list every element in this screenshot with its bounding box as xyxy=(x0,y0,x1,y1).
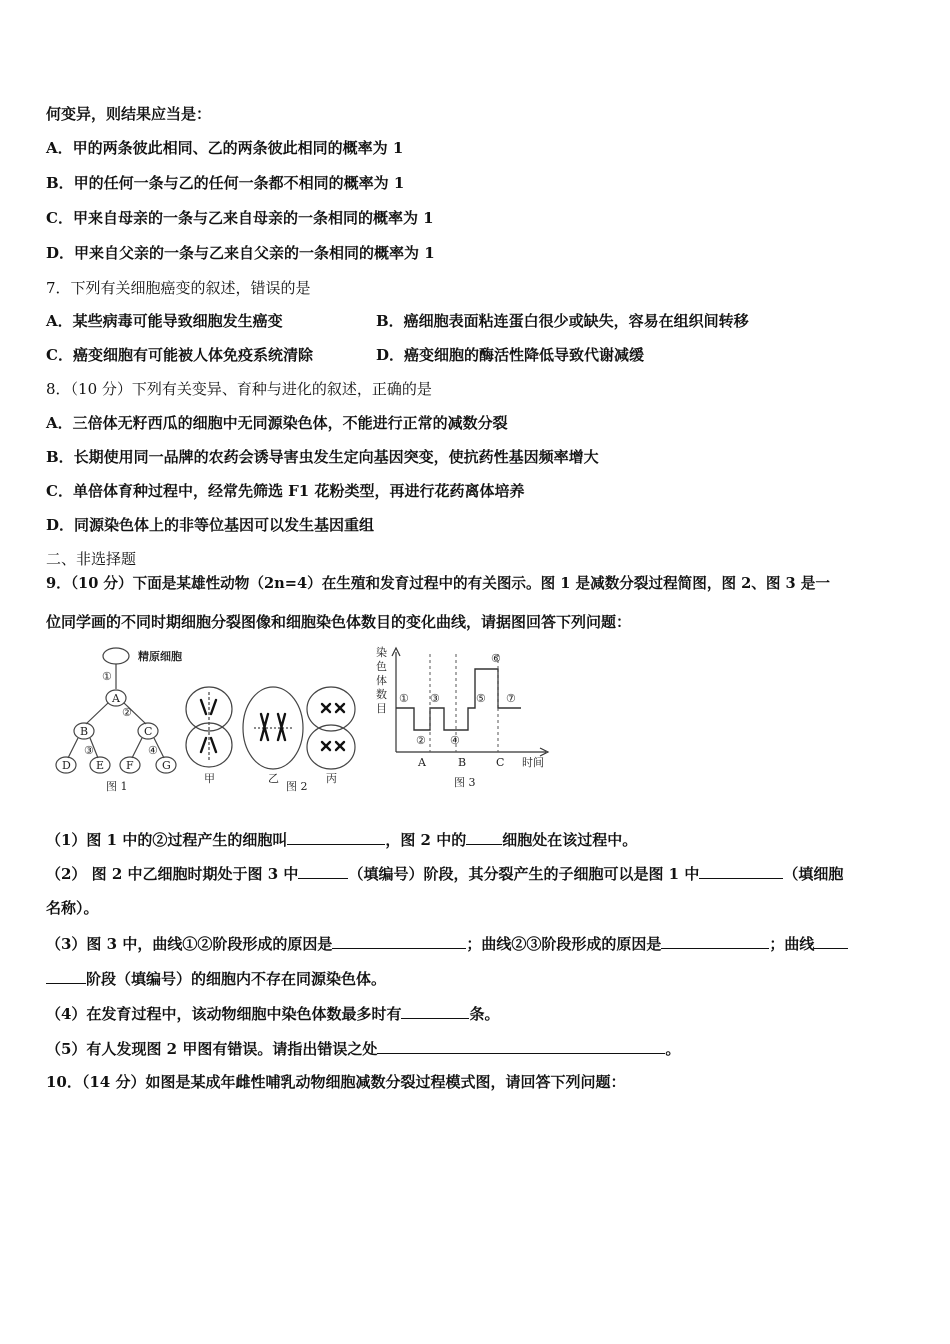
q9-sub2 xyxy=(46,863,843,884)
letter-a: A xyxy=(112,692,120,705)
step-1: ① xyxy=(102,670,112,683)
letter-d: D xyxy=(62,759,71,772)
letter-f: F xyxy=(126,759,134,772)
xtick-c: C xyxy=(496,756,505,769)
spermatogonium-node xyxy=(103,648,129,664)
step-3: ③ xyxy=(84,744,94,757)
q6-option-a: A．甲的两条彼此相同、乙的两条彼此相同的概率为 1 xyxy=(46,139,404,157)
letter-g: G xyxy=(162,759,171,772)
q9-sub2-text-b: （填编号）阶段，其分裂产生的子细胞可以是图 1 中 xyxy=(348,865,700,883)
figures-svg xyxy=(46,642,566,802)
q9-sub3-cont xyxy=(46,968,386,989)
q7-option-c: C．癌变细胞有可能被人体免疫系统清除 xyxy=(46,346,313,364)
stage-2: ② xyxy=(416,734,426,747)
q6-option-d: D．甲来自父亲的一条与乙来自父亲的一条相同的概率为 1 xyxy=(46,244,435,262)
stage-3: ③ xyxy=(430,692,440,705)
caption-fig3: 图 3 xyxy=(454,776,476,789)
stage-4: ④ xyxy=(450,734,460,747)
q7-option-b: B．癌细胞表面粘连蛋白很少或缺失，容易在组织间转移 xyxy=(376,312,749,330)
caption-fig1: 图 1 xyxy=(106,780,128,793)
q9-sub2-text-a: （2） 图 2 中乙细胞时期处于图 3 中 xyxy=(46,865,299,883)
ylabel-0: 染 xyxy=(376,646,387,659)
q9-sub2-text-c: （填细胞 xyxy=(783,865,844,883)
label-spermatogonium: 精原细胞 xyxy=(138,650,182,663)
step-4: ④ xyxy=(148,744,158,757)
ylabel-2: 体 xyxy=(376,674,387,687)
label-yi: 乙 xyxy=(268,772,279,785)
q9-sub1-blank-1[interactable] xyxy=(287,829,385,845)
q8-stem: 8．（10 分）下列有关变异、育种与进化的叙述，正确的是 xyxy=(46,380,432,398)
q9-sub3-blank-3a[interactable] xyxy=(814,933,848,949)
q6-option-c: C．甲来自母亲的一条与乙来自母亲的一条相同的概率为 1 xyxy=(46,209,434,227)
stage-7: ⑦ xyxy=(506,692,516,705)
q9-sub3 xyxy=(46,933,848,954)
q9-sub5-text-a: （5）有人发现图 2 甲图有错误。请指出错误之处 xyxy=(46,1040,378,1058)
q9-sub3-text-c: ；曲线 xyxy=(769,935,815,953)
q9-sub1-text-c: 细胞处在该过程中。 xyxy=(502,831,638,849)
q9-sub4-blank[interactable] xyxy=(401,1003,469,1019)
step-2: ② xyxy=(122,706,132,719)
q9-sub4-text-a: （4）在发育过程中，该动物细胞中染色体数最多时有 xyxy=(46,1005,402,1023)
letter-c: C xyxy=(144,725,153,738)
q9-sub3-text-a: （3）图 3 中，曲线①②阶段形成的原因是 xyxy=(46,935,333,953)
q9-sub5-text-b: 。 xyxy=(665,1040,681,1058)
q9-sub3-blank-2[interactable] xyxy=(661,933,769,949)
q9-sub3-blank-1[interactable] xyxy=(332,933,466,949)
q9-sub1-blank-2[interactable] xyxy=(466,829,502,845)
q9-sub3-blank-3b[interactable] xyxy=(46,968,86,984)
cell-yi xyxy=(243,687,303,769)
q9-sub2-blank-1[interactable] xyxy=(298,863,348,879)
xlabel-time: 时间 xyxy=(522,756,544,769)
xtick-b: B xyxy=(458,756,467,769)
q9-sub2-cont: 名称）。 xyxy=(46,899,99,917)
q9-sub3-text-b: ；曲线②③阶段形成的原因是 xyxy=(466,935,662,953)
q9-sub4 xyxy=(46,1003,499,1024)
stage-5: ⑤ xyxy=(476,692,486,705)
q9-sub5 xyxy=(46,1038,680,1059)
letter-b: B xyxy=(80,725,89,738)
ylabel-4: 目 xyxy=(376,702,387,715)
letter-e: E xyxy=(96,759,105,772)
q9-stem-line2: 位同学画的不同时期细胞分裂图像和细胞染色体数目的变化曲线，请据图回答下列问题： xyxy=(46,613,632,631)
q10-stem: 10．（14 分）如图是某成年雌性哺乳动物细胞减数分裂过程模式图，请回答下列问题： xyxy=(46,1073,626,1091)
q8-option-b: B．长期使用同一品牌的农药会诱导害虫发生定向基因突变，使抗药性基因频率增大 xyxy=(46,448,599,466)
ylabel-1: 色 xyxy=(376,660,387,673)
q7-option-d: D．癌变细胞的酶活性降低导致代谢减缓 xyxy=(376,346,645,364)
q9-figures xyxy=(46,642,566,802)
q9-sub1-text-b: ，图 2 中的 xyxy=(385,831,467,849)
stage-6: ⑥ xyxy=(491,652,501,665)
q7-stem: 7．下列有关细胞癌变的叙述，错误的是 xyxy=(46,279,311,297)
q9-sub3-text-d: 阶段（填编号）的细胞内不存在同源染色体。 xyxy=(86,970,387,988)
section-heading: 二、非选择题 xyxy=(46,550,137,568)
q8-option-c: C．单倍体育种过程中，经常先筛选 F1 花粉类型，再进行花药离体培养 xyxy=(46,482,525,500)
q6-option-b: B．甲的任何一条与乙的任何一条都不相同的概率为 1 xyxy=(46,174,405,192)
q9-sub1 xyxy=(46,829,637,850)
q7-option-a: A．某些病毒可能导致细胞发生癌变 xyxy=(46,312,283,330)
label-jia: 甲 xyxy=(204,772,215,785)
fig3-curve xyxy=(396,669,521,730)
q9-sub4-text-b: 条。 xyxy=(469,1005,500,1023)
label-bing: 丙 xyxy=(326,772,337,785)
q9-sub2-blank-2[interactable] xyxy=(699,863,783,879)
caption-fig2: 图 2 xyxy=(286,780,308,793)
q9-sub5-blank[interactable] xyxy=(377,1038,665,1054)
xtick-a: A xyxy=(418,756,426,769)
q9-stem-line1: 9．（10 分）下面是某雄性动物（2n=4）在生殖和发育过程中的有关图示。图 1 是减数分裂过程简图，图 2、图 3 是一 xyxy=(46,575,830,592)
stage-1: ① xyxy=(399,692,409,705)
q9-sub1-text-a: （1）图 1 中的②过程产生的细胞叫 xyxy=(46,831,288,849)
q8-option-d: D．同源染色体上的非等位基因可以发生基因重组 xyxy=(46,516,375,534)
q8-option-a: A．三倍体无籽西瓜的细胞中无同源染色体，不能进行正常的减数分裂 xyxy=(46,414,508,432)
q6-stem-tail: 何变异，则结果应当是： xyxy=(46,105,212,123)
ylabel-3: 数 xyxy=(376,688,387,701)
